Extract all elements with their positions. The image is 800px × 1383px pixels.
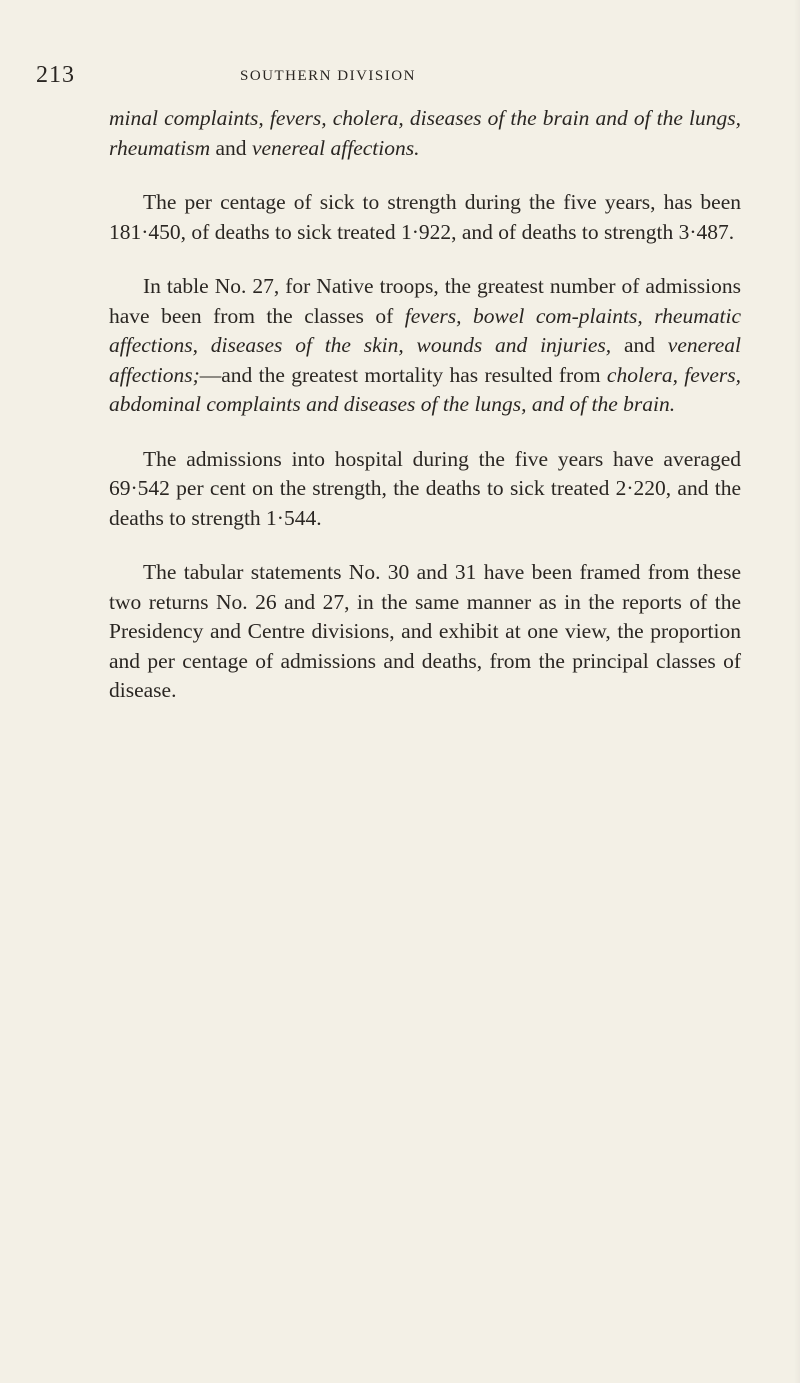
paragraph-3-part-2: fevers, bowel com-plaints, rheumatic affections, diseases of the skin, wounds and injuries,: [109, 303, 741, 357]
paragraph-1-italic-a: minal complaints, fevers, cholera, diseases of the brain and of the lungs, rheumatism: [109, 106, 741, 160]
paragraph-1-italic-b: venereal affections.: [251, 135, 420, 160]
page-number: 213: [36, 62, 75, 88]
body-text: [109, 104, 741, 731]
paragraph-4: The admissions into hospital during the five years have averaged 69·542 per cent on the strength, the deaths to sick treated 2·220, and the deaths to strength 1·544.: [109, 446, 741, 530]
paragraph-3-part-6: cholera, fevers, abdominal complaints and diseases of the lungs, and of the brain.: [109, 362, 741, 416]
paragraph-3-part-4: venereal affections;: [109, 333, 741, 387]
running-head: SOUTHERN DIVISION: [240, 68, 416, 84]
paragraph-5: The tabular statements No. 30 and 31 have been framed from these two returns No. 26 and 27, in the same manner as in the reports of the Presidency and Centre divisions, and exhibit at one view, the proportion and per centage of admissions and deaths, from the principal classes of disease.: [109, 560, 741, 702]
page-edge-shadow: [794, 0, 800, 1383]
paragraph-2: The per centage of sick to strength during the five years, has been 181·450, of deaths to sick treated 1·922, and of deaths to strength 3·487.: [109, 190, 741, 244]
paragraph-3: [109, 272, 741, 420]
paragraph-1-plain: and: [210, 135, 252, 160]
paragraph-3-part-5: —and the greatest mortality has resulted from: [199, 362, 607, 387]
paragraph-3-part-1: In table No. 27, for Native troops, the greatest number of admissions have been from the classes of: [109, 274, 741, 328]
paragraph-1: [109, 104, 741, 163]
paragraph-3-part-3: and: [611, 333, 668, 357]
